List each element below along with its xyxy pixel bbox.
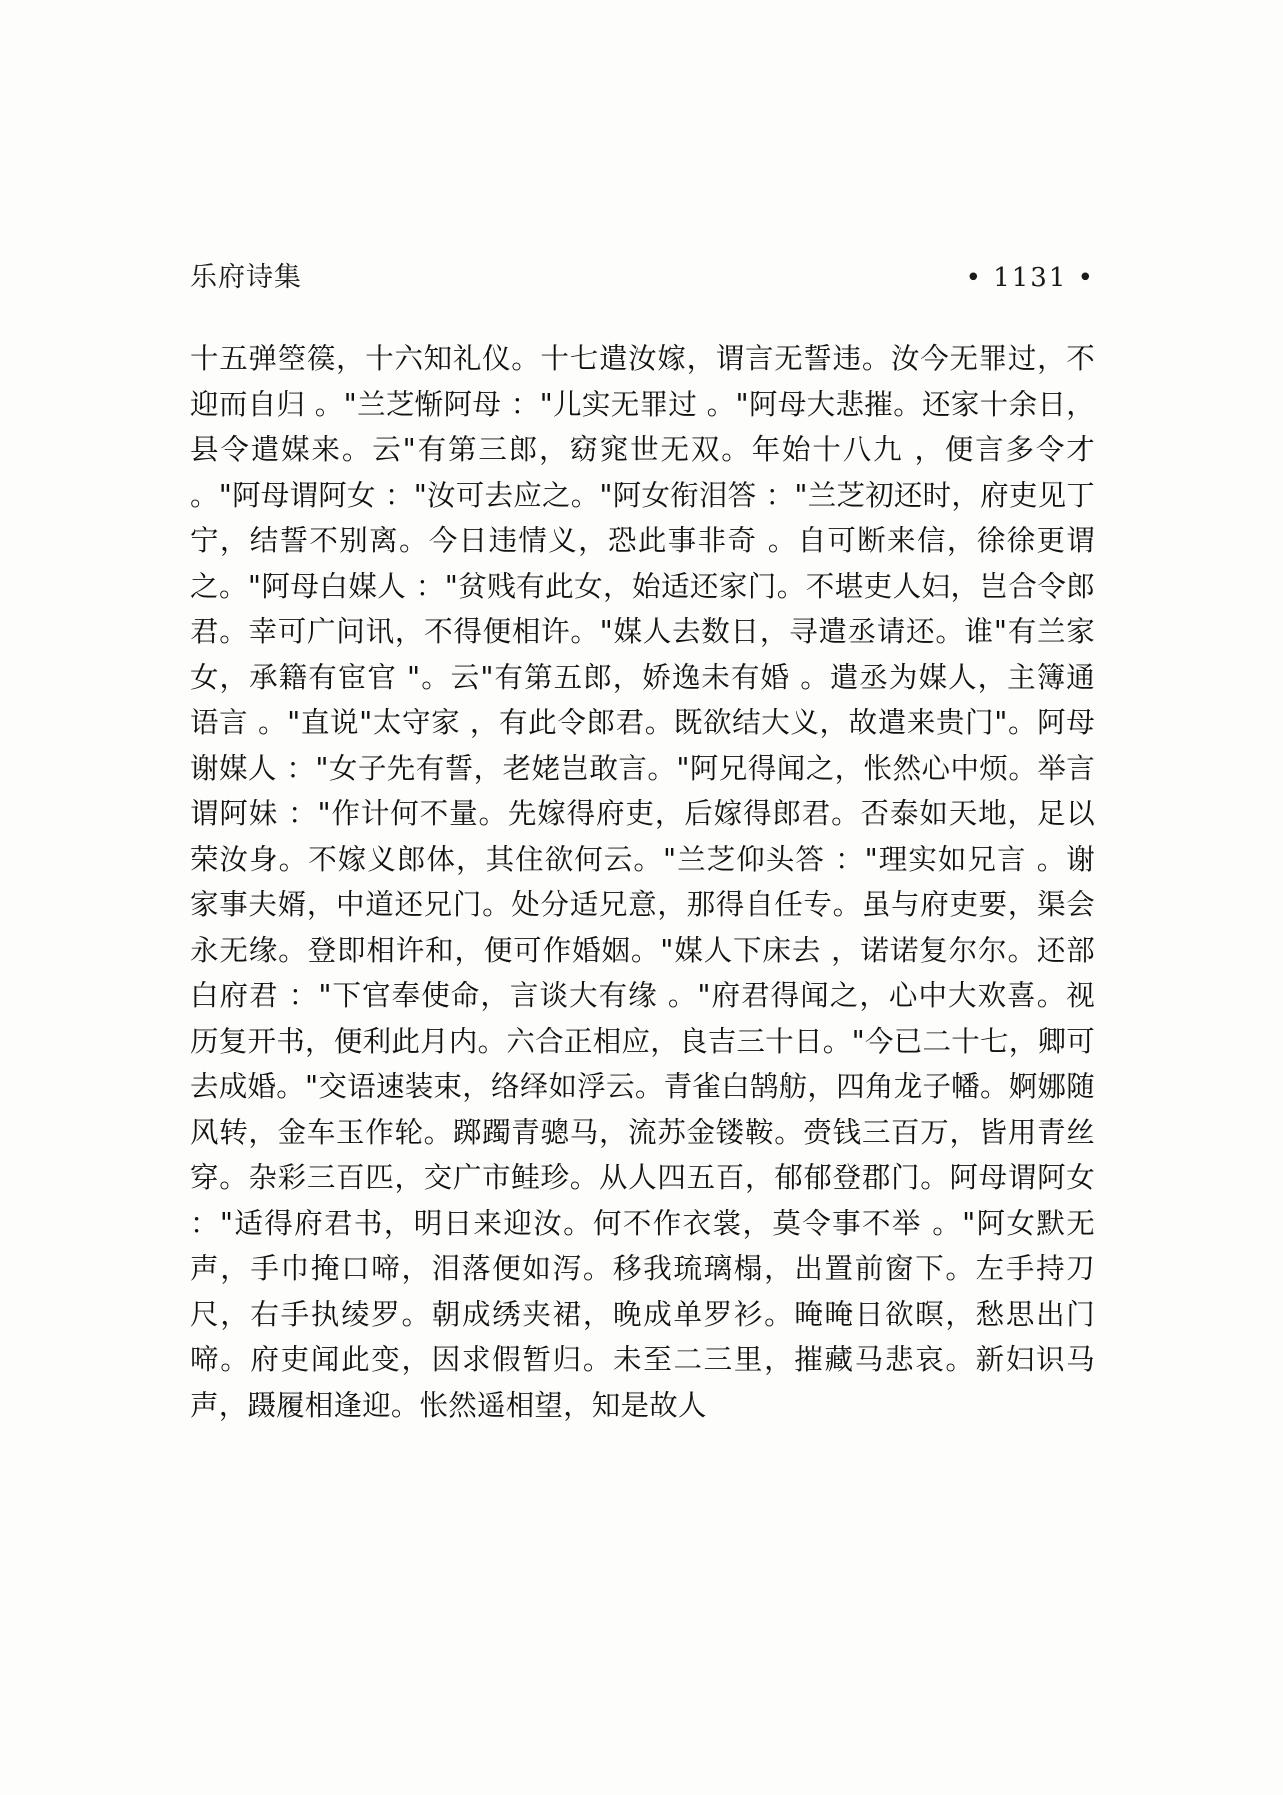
page-header	[190, 255, 1095, 294]
body-paragraph: 十五弹箜篌，十六知礼仪。十七遣汝嫁，谓言无誓违。汝今无罪过，不迎而自归 。"兰芝惭阿母 ："儿实无罪过 。"阿母大悲摧。还家十余日，县令遣媒来。云"有第三郎，窈窕世无双。年始十八九 ，便言多令才 。"阿母谓阿女 ："汝可去应之。"阿女衔泪答 ："兰芝初还时，府吏见丁宁，结誓不别离。今日违情义，恐此事非奇 。自可断来信，徐徐更谓之。"阿母白媒人 ："贫贱有此女，始适还家门。不堪吏人妇，岂合令郎君。幸可广问讯，不得便相许。"媒人去数日，寻遣丞请还。谁"有兰家女，承籍有宦官 "。云"有第五郎，娇逸未有婚 。遣丞为媒人，主簿通语言 。"直说"太守家 ，有此令郎君。既欲结大义，故遣来贵门"。阿母谢媒人 ："女子先有誓，老姥岂敢言。"阿兄得闻之，怅然心中烦。举言谓阿妹 ："作计何不量。先嫁得府吏，后嫁得郎君。否泰如天地，足以荣汝身。不嫁义郎体，其住欲何云。"兰芝仰头答 ："理实如兄言 。谢家事夫婿，中道还兄门。处分适兄意，那得自任专。虽与府吏要，渠会永无缘。登即相许和，便可作婚姻。"媒人下床去 ，诺诺复尔尔。还部白府君 ："下官奉使命，言谈大有缘 。"府君得闻之，心中大欢喜。视历复开书，便利此月内。六合正相应，良吉三十日。"今已二十七，卿可去成婚。"交语速装束，络绎如浮云。青雀白鹄舫，四角龙子幡。婀娜随风转，金车玉作轮。踯躅青骢马，流苏金镂鞍。赍钱三百万，皆用青丝穿。杂彩三百匹，交广市鲑珍。从人四五百，郁郁登郡门。阿母谓阿女 ："适得府君书，明日来迎汝。何不作衣裳，莫令事不举 。"阿女默无声，手巾掩口啼，泪落便如泻。移我琉璃榻，出置前窗下。左手持刀尺，右手执绫罗。朝成绣夹裙，晚成单罗衫。晻晻日欲暝，愁思出门啼。府吏闻此变，因求假暂归。未至二三里，摧藏马悲哀。新妇识马声，蹑履相逢迎。怅然遥相望，知是故人	[190, 342, 1105, 1422]
page-number: • 1131 •	[965, 263, 1095, 293]
book-title: 乐府诗集	[190, 262, 302, 293]
page-content	[190, 255, 1105, 1428]
